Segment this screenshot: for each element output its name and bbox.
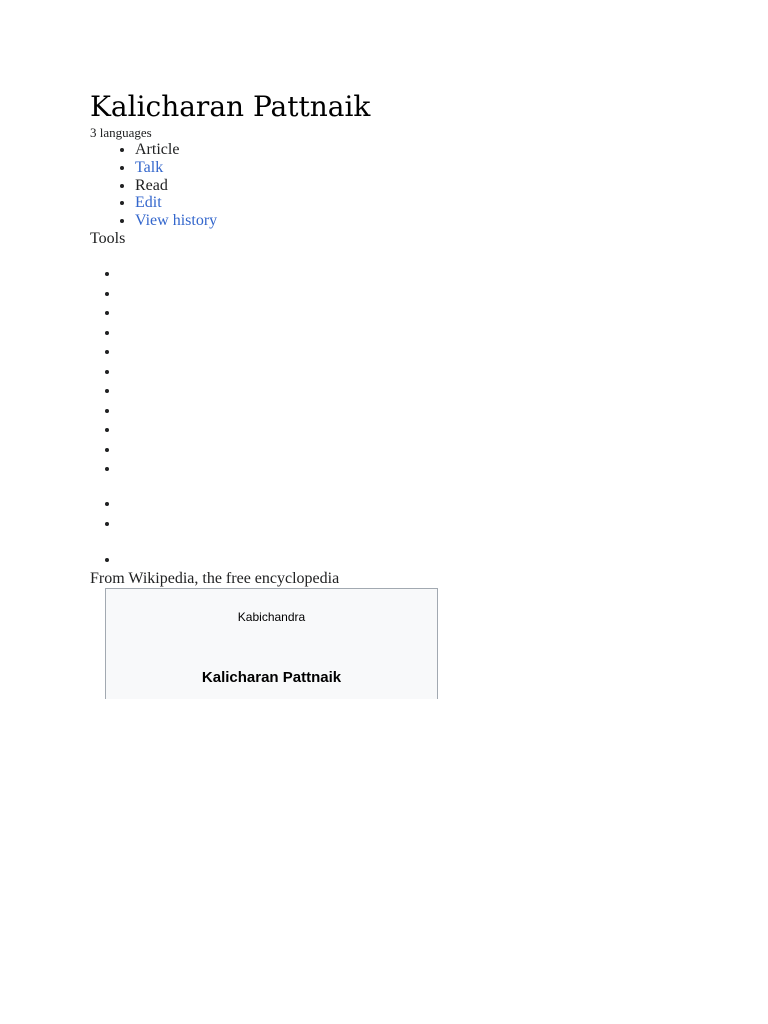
- tab-view-history[interactable]: [135, 212, 217, 230]
- tools-menu-toggle[interactable]: Tools: [90, 230, 126, 247]
- page-title: Kalicharan Pattnaik: [90, 90, 371, 123]
- infobox-above-title: Kabichandra: [237, 610, 306, 624]
- tab-edit-label[interactable]: Edit: [135, 194, 162, 212]
- tab-read-label: Read: [135, 176, 168, 194]
- tab-article-label: Article: [135, 141, 180, 158]
- tools-other-projects-list: [90, 551, 120, 571]
- tab-edit[interactable]: [135, 194, 217, 212]
- tools-actions-list: [90, 265, 120, 480]
- tab-talk[interactable]: [135, 159, 217, 177]
- tools-print-list: [90, 495, 120, 534]
- page-tabs: [90, 141, 217, 230]
- tab-article[interactable]: [135, 141, 217, 159]
- infobox: [105, 588, 438, 699]
- language-selector[interactable]: 3 languages: [90, 125, 152, 140]
- tab-view-history-label[interactable]: View history: [135, 212, 218, 230]
- tab-talk-label[interactable]: Talk: [135, 158, 164, 176]
- infobox-name: Kalicharan Pattnaik: [201, 669, 342, 686]
- tab-read[interactable]: [135, 177, 217, 195]
- site-tagline: From Wikipedia, the free encyclopedia: [90, 570, 340, 587]
